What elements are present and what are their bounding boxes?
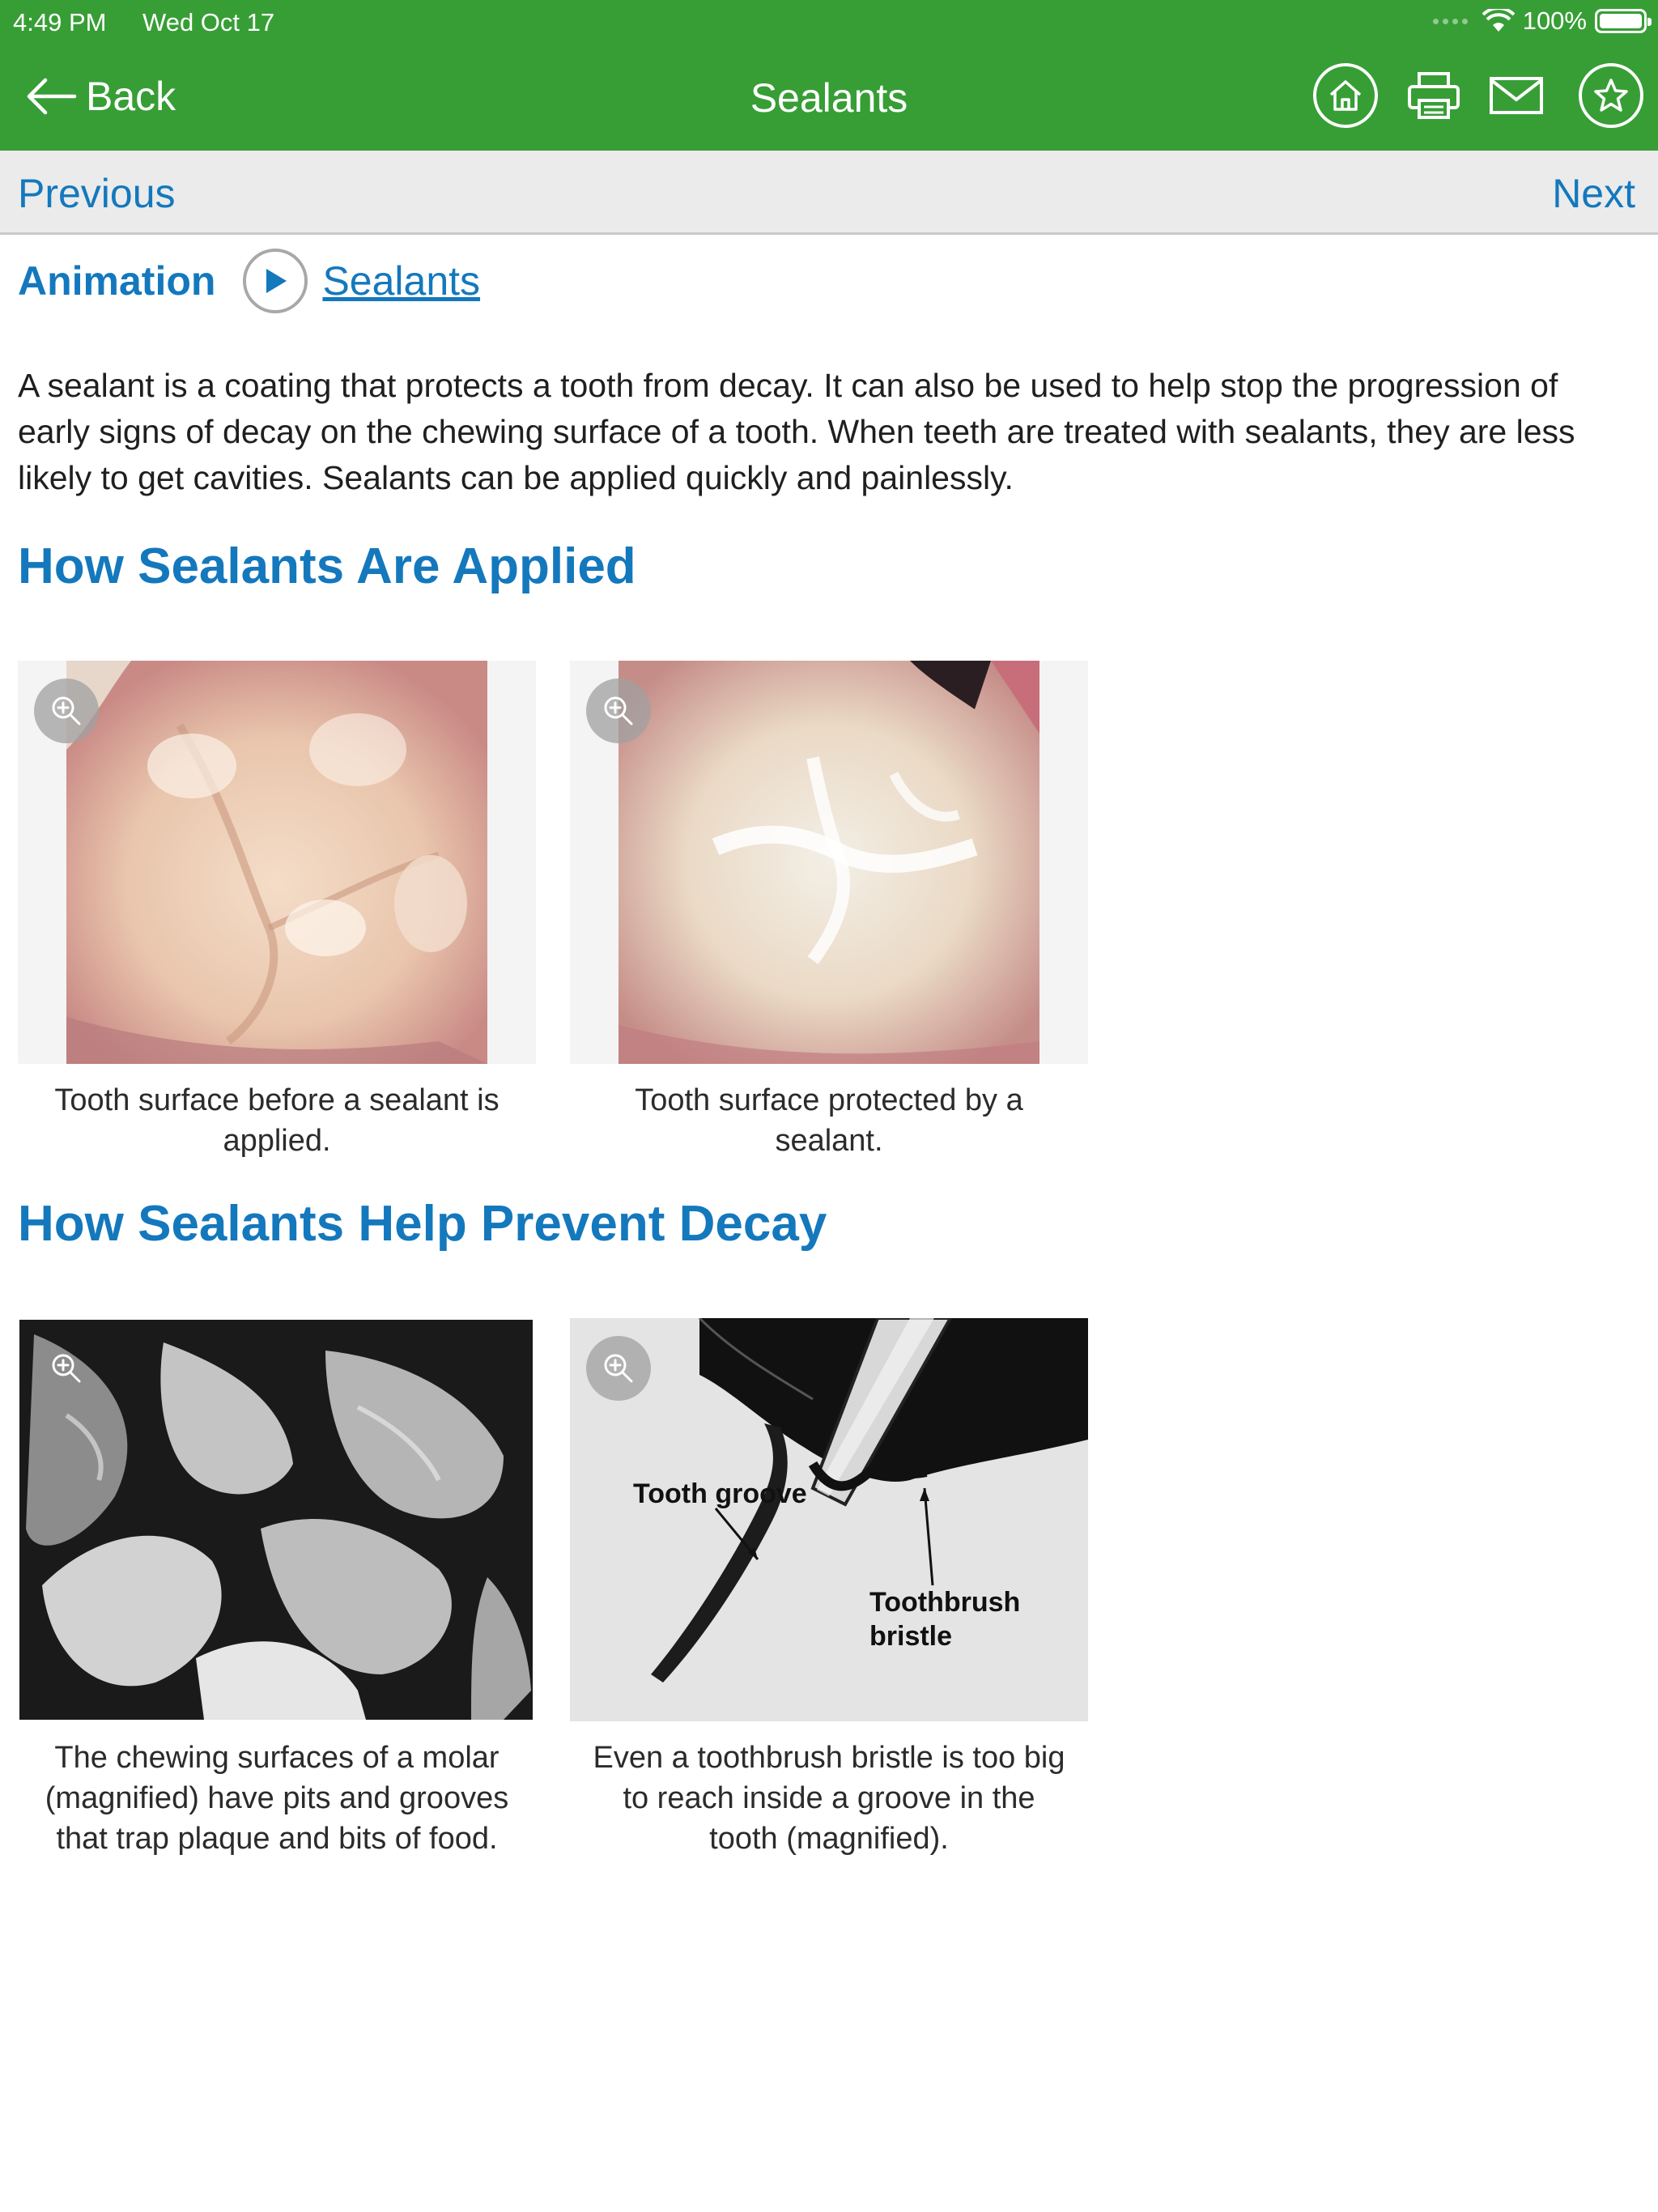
battery-icon [1595, 9, 1647, 33]
next-link[interactable]: Next [1552, 171, 1635, 216]
figure-molar-magnified [18, 1318, 536, 1859]
label-toothbrush-bristle: Toothbrush bristle [869, 1587, 1021, 1652]
nav-bar [0, 44, 1658, 151]
print-button[interactable] [1401, 63, 1467, 128]
wifi-icon [1482, 9, 1515, 33]
intro-paragraph: A sealant is a coating that protects a tooth from decay. It can also be used to help stop the progression of early signs of decay on the chewing surface of a tooth. When teeth are treated with sealants, they are less likely to get cavities. Sealants can be applied quickly and painlessly. [18, 367, 1575, 496]
status-time: 4:49 PM [13, 8, 107, 36]
pager-bar [0, 151, 1658, 235]
mail-button[interactable] [1483, 63, 1550, 128]
app-header [0, 0, 1658, 151]
zoom-button[interactable] [586, 678, 651, 743]
figure-caption: Tooth surface before a sealant is applied. [54, 1083, 500, 1158]
figure-caption: Even a toothbrush bristle is too big to reach inside a groove in the tooth (magnified). [593, 1741, 1065, 1856]
molar-image[interactable] [18, 1318, 536, 1721]
print-icon [1406, 71, 1461, 120]
home-icon [1325, 75, 1366, 116]
figure-bristle-groove [570, 1318, 1088, 1859]
status-bar [0, 0, 1658, 44]
status-right [1433, 6, 1647, 36]
animation-label: Animation [18, 258, 216, 304]
zoom-in-icon [49, 693, 84, 729]
figure-caption: The chewing surfaces of a molar (magnified) have pits and grooves that trap plaque and bits of food. [45, 1741, 509, 1856]
signal-icon [1433, 19, 1468, 24]
play-button[interactable] [243, 249, 308, 313]
section-heading-prevent: How Sealants Help Prevent Decay [18, 1196, 827, 1252]
play-icon [261, 266, 289, 296]
mail-icon [1489, 75, 1544, 116]
battery-percent: 100% [1522, 6, 1587, 35]
zoom-button[interactable] [586, 1336, 651, 1401]
header-actions [1313, 63, 1643, 128]
zoom-in-icon [601, 693, 636, 729]
zoom-in-icon [601, 1351, 636, 1386]
animation-link[interactable]: Sealants [322, 258, 481, 304]
home-button[interactable] [1313, 63, 1378, 128]
back-label: Back [86, 74, 176, 119]
zoom-button[interactable] [34, 678, 99, 743]
star-icon [1592, 77, 1630, 114]
zoom-in-icon [49, 1351, 84, 1386]
page-title: Sealants [750, 75, 908, 121]
tooth-before-image[interactable] [18, 661, 536, 1064]
figure-with-sealant [570, 661, 1088, 1161]
status-date: Wed Oct 17 [142, 8, 275, 36]
figure-caption: Tooth surface protected by a sealant. [635, 1083, 1023, 1158]
zoom-button[interactable] [34, 1336, 99, 1401]
section-heading-applied: How Sealants Are Applied [18, 538, 636, 594]
label-tooth-groove: Tooth groove [633, 1478, 807, 1509]
animation-row [18, 248, 480, 314]
favorite-button[interactable] [1579, 63, 1643, 128]
previous-link[interactable]: Previous [18, 171, 176, 216]
bristle-image[interactable] [570, 1318, 1088, 1721]
tooth-sealed-image[interactable] [570, 661, 1088, 1064]
figure-before-sealant [18, 661, 536, 1161]
